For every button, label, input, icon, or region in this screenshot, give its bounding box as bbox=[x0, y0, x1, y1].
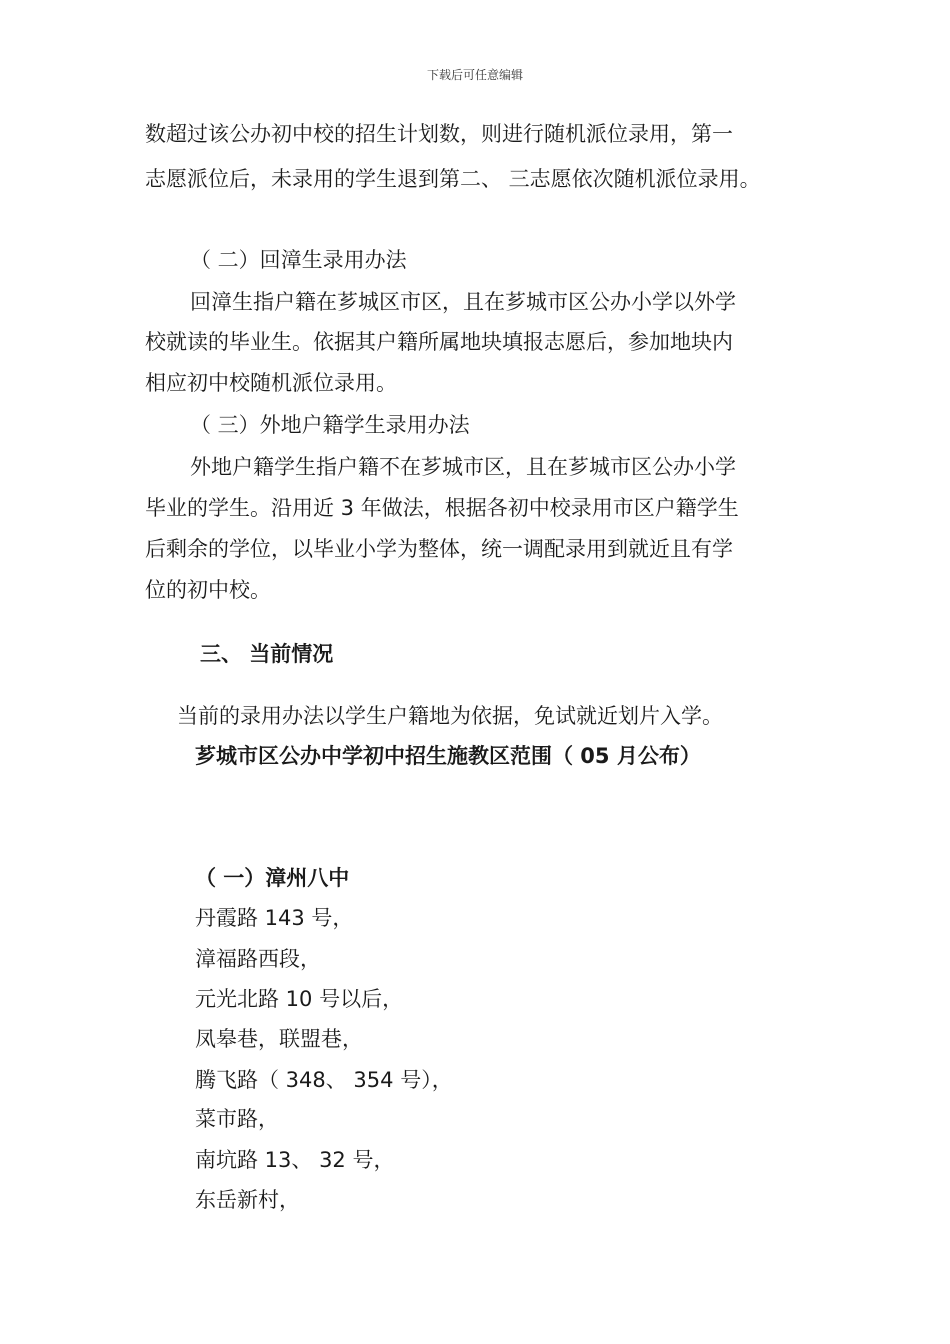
body-text-line: 毕业的学生。沿用近 3 年做法，根据各初中校录用市区户籍学生 bbox=[145, 496, 739, 520]
body-text-line: 校就读的毕业生。依据其户籍所属地块填报志愿后，参加地块内 bbox=[145, 330, 733, 354]
list-item: 东岳新村， bbox=[195, 1188, 300, 1212]
body-text-line: 志愿派位后，未录用的学生退到第二、 三志愿依次随机派位录用。 bbox=[145, 167, 761, 191]
list-item: 菜市路， bbox=[195, 1107, 279, 1131]
list-item: 腾飞路（ 348、 354 号）， bbox=[195, 1068, 453, 1092]
school-heading: （ 一）漳州八中 bbox=[195, 866, 350, 890]
list-item: 漳福路西段， bbox=[195, 947, 321, 971]
body-text-line: 回漳生指户籍在芗城区市区，且在芗城市区公办小学以外学 bbox=[190, 290, 736, 314]
list-item: 丹霞路 143 号， bbox=[195, 906, 354, 930]
body-text-line: 外地户籍学生指户籍不在芗城市区，且在芗城市区公办小学 bbox=[190, 455, 736, 479]
section-heading: （ 二）回漳生录用办法 bbox=[190, 248, 407, 272]
list-item: 凤皋巷，联盟巷， bbox=[195, 1027, 363, 1051]
body-text-line: 后剩余的学位，以毕业小学为整体，统一调配录用到就近且有学 bbox=[145, 537, 733, 561]
list-item: 元光北路 10 号以后， bbox=[195, 987, 404, 1011]
body-text-line: 位的初中校。 bbox=[145, 578, 271, 602]
body-text-line: 相应初中校随机派位录用。 bbox=[145, 371, 397, 395]
list-item: 南坑路 13、 32 号， bbox=[195, 1148, 395, 1172]
body-text-line: 当前的录用办法以学生户籍地为依据，免试就近划片入学。 bbox=[177, 704, 723, 728]
table-title: 芗城市区公办中学初中招生施教区范围（ 05 月公布） bbox=[195, 744, 701, 768]
body-text-line: 数超过该公办初中校的招生计划数，则进行随机派位录用，第一 bbox=[145, 122, 733, 146]
section-heading: （ 三）外地户籍学生录用办法 bbox=[190, 413, 470, 437]
part-heading: 三、 当前情况 bbox=[200, 642, 334, 666]
page-header-note: 下载后可任意编辑 bbox=[426, 68, 523, 82]
